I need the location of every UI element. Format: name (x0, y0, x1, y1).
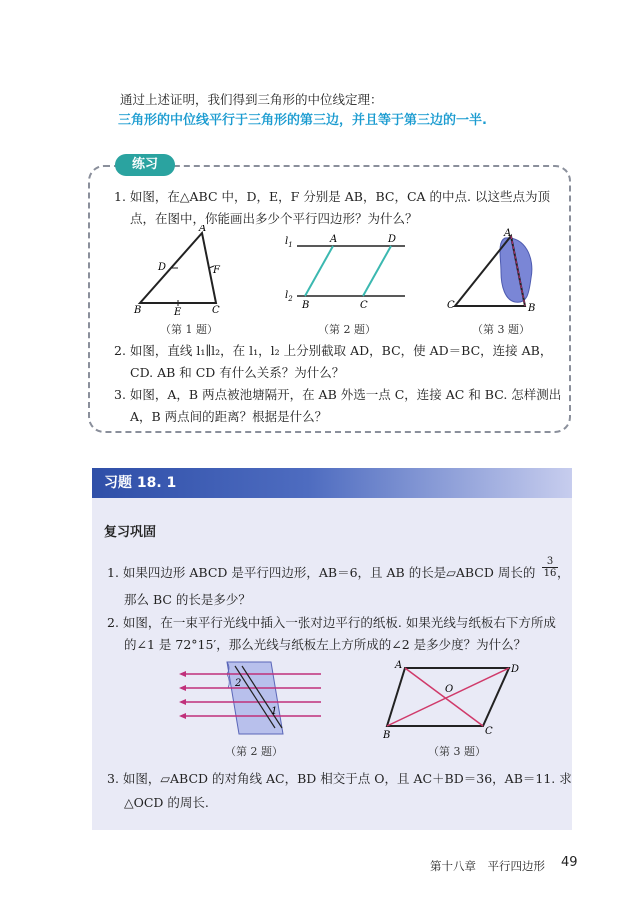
fig2-label-c: C (360, 300, 368, 311)
fig3-label-a: A (504, 228, 512, 239)
practice-q2-line2: CD. AB 和 CD 有什么关系？为什么？ (130, 365, 345, 380)
exercise-q1-fraction (542, 556, 558, 579)
exercise-q2-line2: 的∠1 是 72°15′，那么光线与纸板左上方所成的∠2 是多少度？为什么？ (124, 637, 527, 652)
fig2-label-l1: $l_1$ (285, 236, 293, 249)
theorem-statement: 三角形的中位线平行于三角形的第三边，并且等于第三边的一半. (118, 113, 487, 128)
exercise-section-title: 复习巩固 (104, 525, 157, 540)
fig1-label-d: D (158, 262, 167, 273)
fraction-numerator: 3 (546, 556, 554, 567)
fig3-label-o: O (445, 684, 454, 695)
fig2-angle-2: 2 (235, 678, 242, 689)
fig2-angle-1: 1 (271, 706, 278, 717)
practice-figure-1 (130, 225, 230, 320)
practice-fig2-caption: （第 2 题） (318, 323, 376, 336)
exercise-q3-line1: 3. 如图，▱ABCD 的对角线 AC，BD 相交于点 O，且 AC＋BD＝36，AB＝11. 求 (107, 771, 572, 786)
fig2-label-l2: $l_2$ (285, 290, 293, 303)
fig3-label-c: C (485, 726, 493, 737)
exercise-q1-line1: 1. 如果四边形 ABCD 是平行四边形，AB＝6，且 AB 的长是▱ABCD 周长的 (107, 565, 536, 580)
page-number: 49 (561, 855, 578, 870)
practice-fig1-caption: （第 1 题） (160, 323, 218, 336)
fig2-label-a: A (330, 234, 338, 245)
footer-chapter: 第十八章 平行四边形 (430, 859, 545, 873)
exercise-figure-3 (383, 660, 523, 740)
exercise-figure-2 (175, 658, 325, 738)
fig3-label-b: B (528, 303, 536, 314)
fig1-label-c: C (212, 305, 220, 316)
exercise-q3-line2: △OCD 的周长. (124, 795, 209, 810)
practice-figure-3 (445, 228, 545, 318)
intro-lead: 通过上述证明，我们得到三角形的中位线定理： (120, 92, 383, 107)
fig2-label-d: D (388, 234, 397, 245)
exercise-q1-line2: 那么 BC 的长是多少？ (124, 592, 251, 607)
fig3-label-c: C (447, 300, 455, 311)
fraction-denominator: 16 (543, 568, 557, 579)
exercise-q2-line1: 2. 如图，在一束平行光线中插入一张对边平行的纸板. 如果光线与纸板右下方所成 (107, 615, 556, 630)
practice-q3-line2: A，B 两点间的距离？根据是什么？ (130, 409, 328, 424)
fig1-label-f: F (213, 265, 220, 276)
fig1-label-b: B (134, 305, 142, 316)
exercise-fig2-caption: （第 2 题） (225, 745, 283, 758)
practice-fig3-caption: （第 3 题） (472, 323, 530, 336)
practice-q3-line1: 3. 如图，A，B 两点被池塘隔开，在 AB 外选一点 C，连接 AC 和 BC. 怎样测出 (114, 387, 562, 402)
fig3-label-b: B (383, 730, 391, 740)
fig1-label-a: A (199, 225, 207, 234)
practice-q1-line1: 1. 如图，在△ABC 中，D，E，F 分别是 AB，BC，CA 的中点. 以这些点为顶 (114, 189, 550, 204)
fig2-label-b: B (302, 300, 310, 311)
fig3-label-a: A (395, 660, 403, 671)
practice-q1-line2: 点，在图中，你能画出多少个平行四边形？为什么？ (130, 211, 418, 226)
fig1-label-e: E (174, 307, 182, 318)
exercise-title: 习题 18. 1 (104, 475, 177, 491)
practice-tab: 练习 (115, 154, 175, 176)
practice-figure-2 (283, 232, 413, 314)
exercise-q1-line1-end: ， (557, 565, 570, 580)
practice-q2-line1: 2. 如图，直线 l₁∥l₂，在 l₁，l₂ 上分别截取 AD，BC，使 AD＝BC，连接 AB， (114, 343, 553, 358)
fig3-label-d: D (511, 664, 520, 675)
exercise-fig3-caption: （第 3 题） (428, 745, 486, 758)
